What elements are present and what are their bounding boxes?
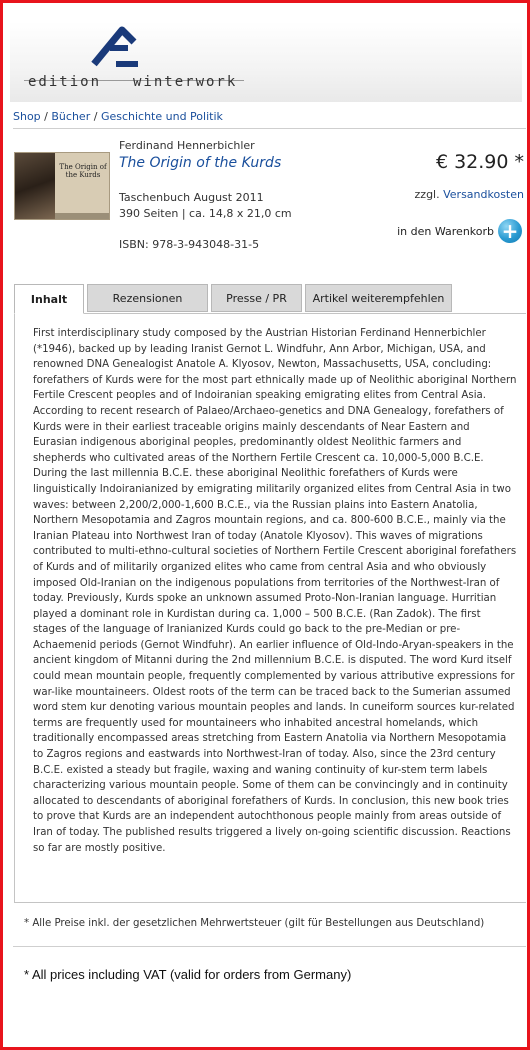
- book-cover-image[interactable]: [14, 152, 110, 220]
- breadcrumb: Shop / Bücher / Geschichte und Politik: [13, 110, 223, 123]
- tab-content-panel: [14, 313, 526, 903]
- add-to-cart-label[interactable]: in den Warenkorb: [397, 224, 494, 238]
- book-format: Taschenbuch August 2011: [119, 191, 264, 204]
- shipping-costs-link[interactable]: Versandkosten: [443, 188, 524, 201]
- tab-artikel-weiterempfehlen[interactable]: Artikel weiterempfehlen: [305, 284, 452, 312]
- brand-name-winterwork[interactable]: winterwork: [133, 74, 238, 90]
- logo-icon: [88, 24, 150, 76]
- tab-inhalt[interactable]: Inhalt: [14, 284, 84, 314]
- cover-title-text: The Origin of the Kurds: [59, 163, 107, 179]
- breadcrumb-geschichte-politik[interactable]: Geschichte und Politik: [100, 110, 223, 123]
- book-description: First interdisciplinary study composed by the Austrian Historian Ferdinand Hennerbichler (*1946), backed up by leading Iranist Gernot L. Windfuhr, Ann Arbor, Michigan, USA, and renowned DNA Genealogist Anatole A. Klyosov, Newton, Massachusetts, USA, concluding: forefathers of Kurds were for the most part ethnically made up of Neolithic aboriginal Northern Fertile Crescent peoples and of Indoiranian speaking emigrating elites from Central Asia. According to recent research of Palaeo/Archaeo-genetics and DNA Genealogy, forefathers of Kurds were in their earliest traceable origins mainly descendants of Near Eastern and Eurasian indigenous aboriginal peoples, predominantly oldest Neolithic farmers and shepherds who cultivated areas of the Northern Fertile Crescent ca. 10,000-5,000 B.C.E. During the last millennia B.C.E. these aboriginal Neolithic forefathers of Kurds were linguistically Indoiranianized by emigrating militarily organized elites from Central Asia in two waves: between 2,200/2,000-1,600 B.C.E., via the Russian plains into Eastern Anatolia, Northern Mesopotamia and Zagros mountain regions, and ca. 800-600 B.C.E., mainly via the Iranian Plateau into Northwest Iran of today (Anatole Klyosov). This waves of migrations contributed to multi-ethno-cultural societies of Northern Fertile Crescent aboriginal forefathers of Kurds and of militarily organized elites who came from central Asia and who obviously imposed Old-Iranian on the indigenous populations from territories of the Northwest-Iran of today. Previously, Kurds spoke an unknown assumed Proto-Non-Iranian language. Hurritian played a dominant role in Kurdistan during ca. 1,000 – 500 B.C.E. (Ran Zadok). The first stages of the language of Iranianized Kurds could go back to the pre-Median or pre-Achaemenid periods (Gernot Windfuhr). An earlier influence of Old-Indo-Aryan-speakers in the ancient kingdom of Mitanni during the 2nd millennium B.C.E. is disputed. The word Kurd itself could mean mountain people, frequently complemented by various attributive expressions for war-like mountaineers. Oldest roots of the term can be traced back to the Sumerian assumed word stem kur denoting various mountain peoples and lands. In cuneiform sources kur-related terms are frequently used for mountaineers who inhabited ancestral homelands, which traditionally encompassed areas stretching from Eastern Anatolia via Northern Mesopotamia to Zagros regions and eastwards into Northwest-Iran of today. Also, since the 23rd century B.C.E. existed a steady but fragile, waxing and waning continuity of kur-stem term labels characterizing various mountain people. Some of them can be convincingly and in continuity allocated to descendants of aboriginal forefathers of Kurds. In conclusion, this new book tries to prove that Kurds are an independent autochthonous people mainly from areas outside of Iran of today. The published results triggered a lively on-going scientific discussion. Reactions so far are mostly positive.: [33, 328, 517, 854]
- add-to-cart[interactable]: [397, 218, 522, 244]
- cover-photo: [15, 153, 55, 219]
- shipping-prefix: zzgl.: [414, 188, 440, 201]
- site-header: [10, 22, 522, 102]
- book-title: The Origin of the Kurds: [119, 155, 282, 171]
- footnote-divider: [13, 946, 526, 947]
- cover-strip: [55, 213, 109, 219]
- plus-icon[interactable]: +: [498, 219, 522, 243]
- shipping-info: [415, 188, 524, 201]
- vat-note-german: * Alle Preise inkl. der gesetzlichen Mehrwertsteuer (gilt für Bestellungen aus Deutschland): [24, 918, 485, 929]
- book-pages: 390 Seiten | ca. 14,8 x 21,0 cm: [119, 207, 292, 220]
- breadcrumb-divider: [13, 128, 526, 129]
- tab-presse-pr[interactable]: Presse / PR: [211, 284, 302, 312]
- brand-name-edition[interactable]: edition: [28, 74, 102, 90]
- book-author: Ferdinand Hennerbichler: [119, 139, 255, 152]
- price: € 32.90 *: [435, 151, 524, 173]
- vat-note-english: * All prices including VAT (valid for orders from Germany): [24, 967, 352, 982]
- book-isbn: ISBN: 978-3-943048-31-5: [119, 238, 260, 251]
- tab-rezensionen[interactable]: Rezensionen: [87, 284, 208, 312]
- breadcrumb-shop[interactable]: Shop: [13, 110, 41, 123]
- breadcrumb-buecher[interactable]: Bücher: [51, 110, 91, 123]
